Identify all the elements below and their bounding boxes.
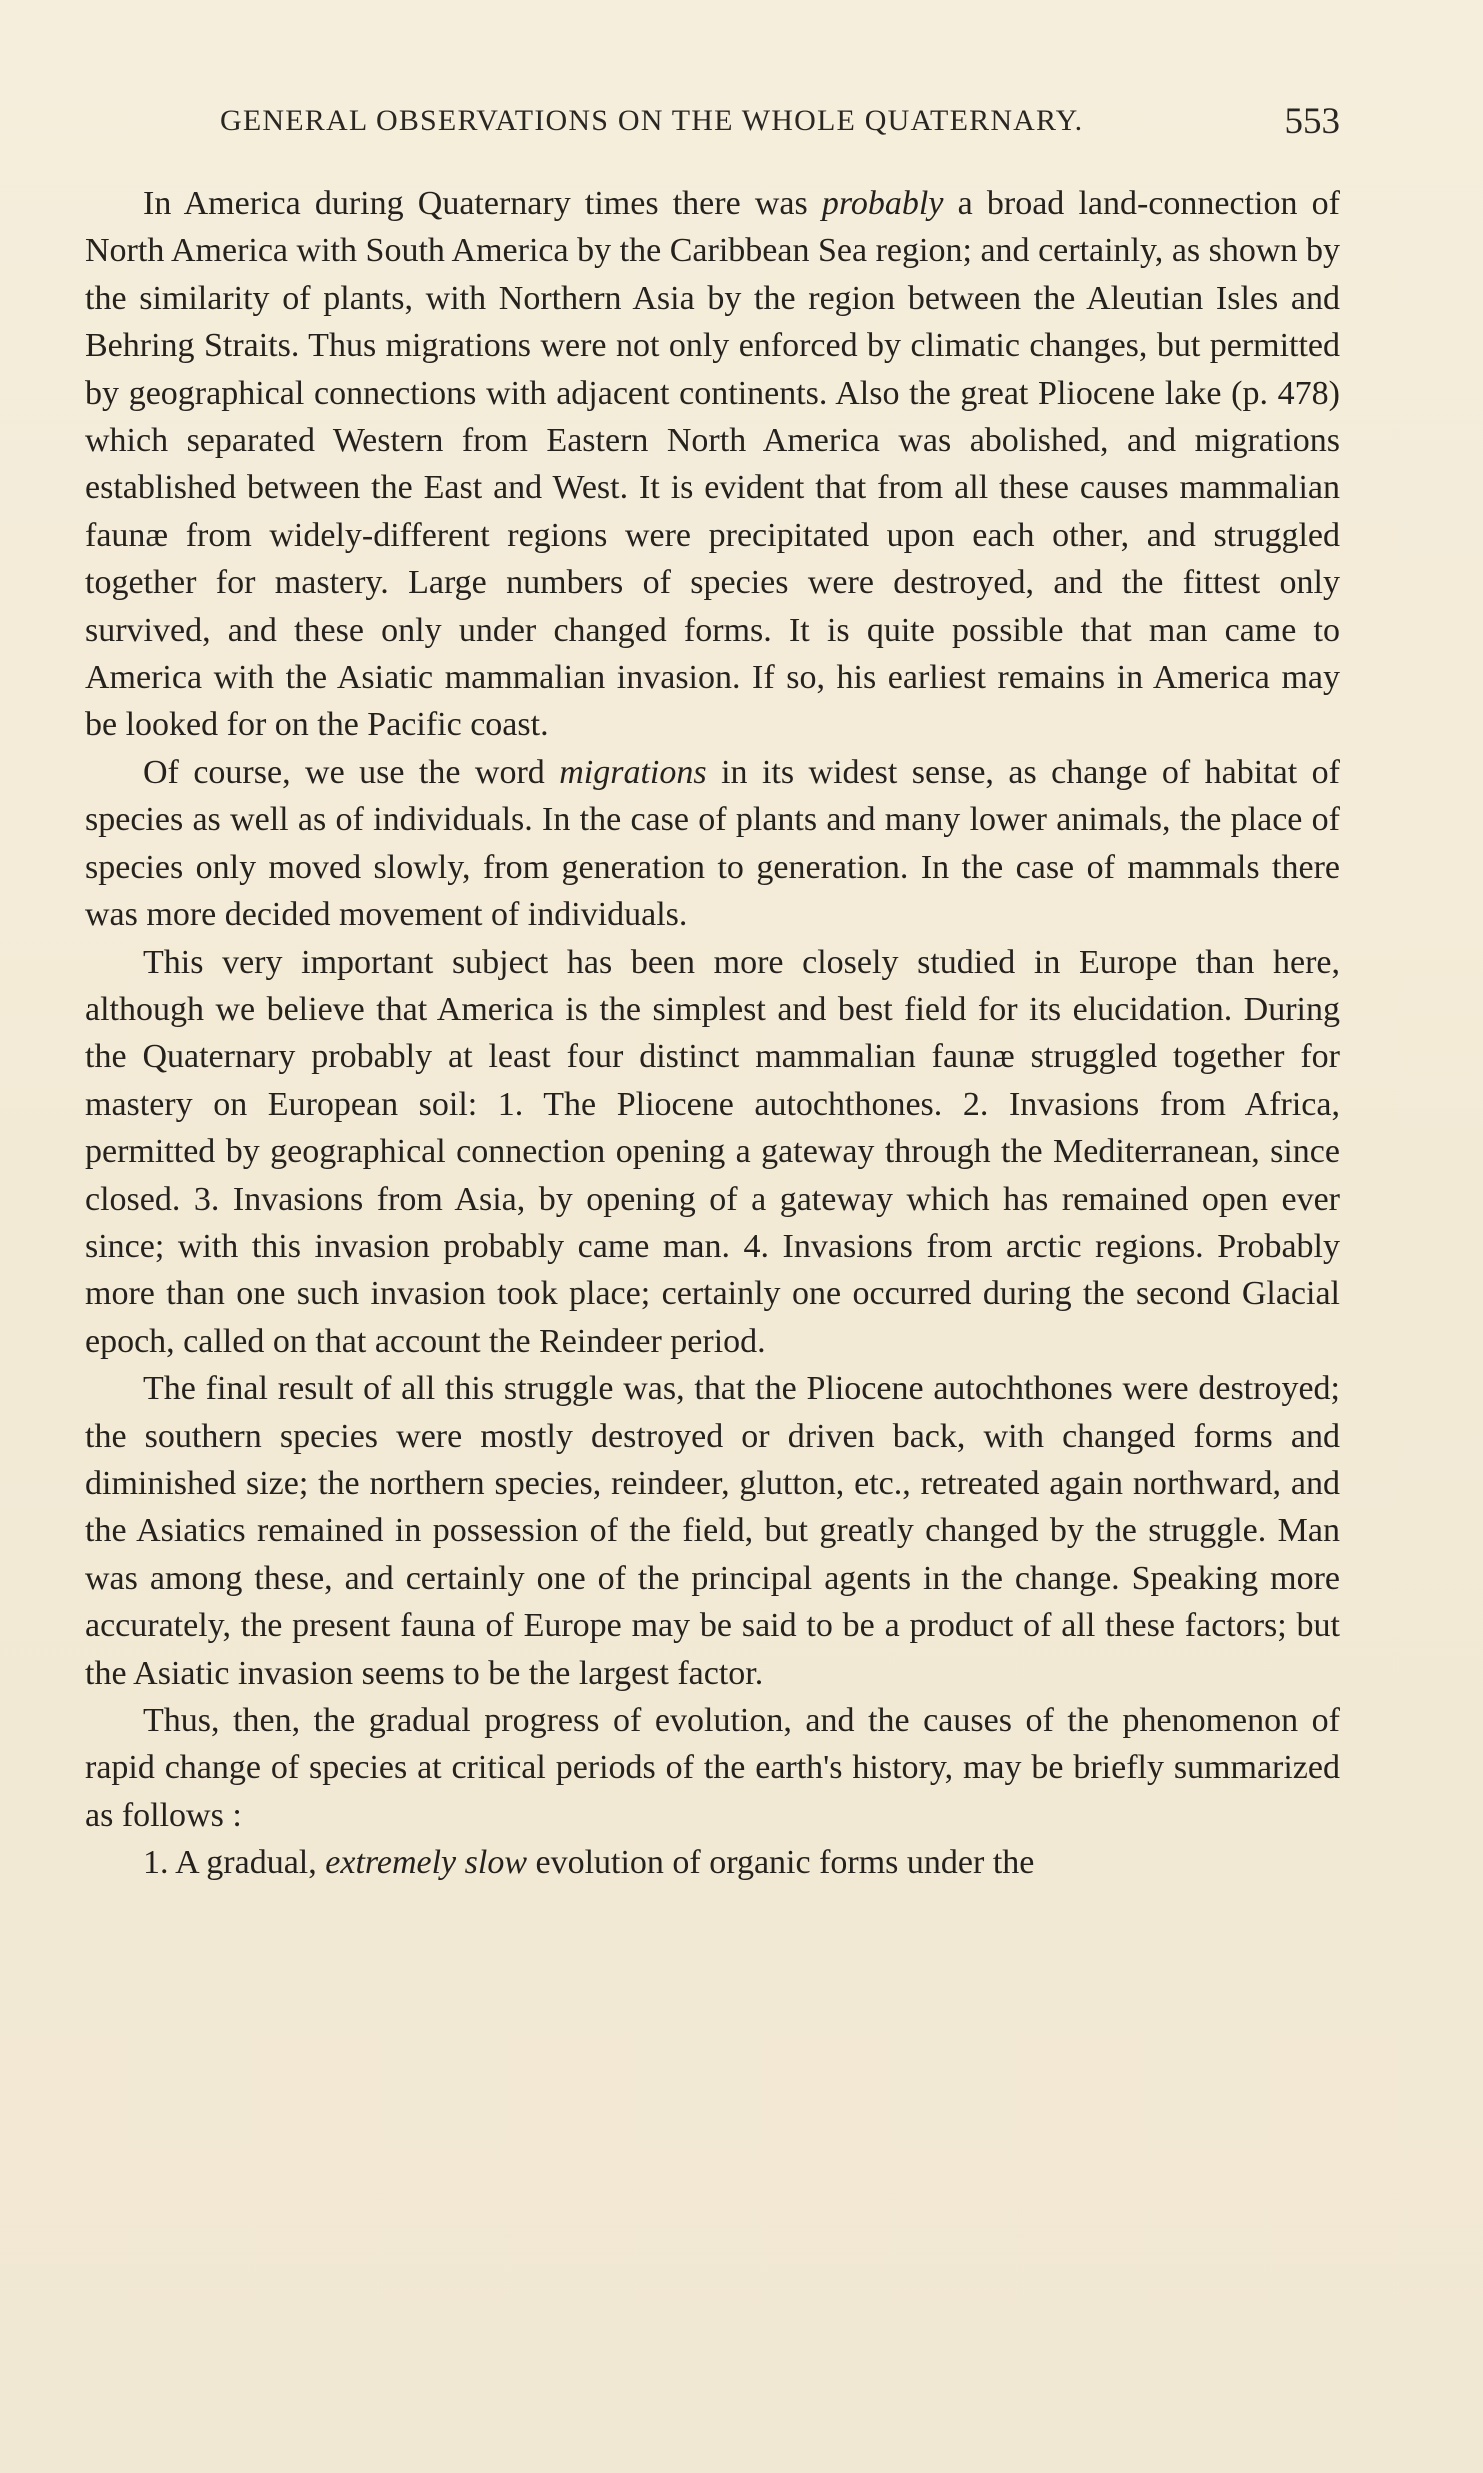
- paragraph-1-text-a: In America during Quaternary times there was: [143, 185, 822, 222]
- paragraph-6: [85, 1839, 1340, 1886]
- emphasis-extremely-slow: extremely slow: [325, 1844, 527, 1882]
- paragraph-6-text-b: evolution of organic forms under the: [527, 1844, 1035, 1882]
- paragraph-6-text-a: 1. A gradual,: [143, 1844, 326, 1882]
- paragraph-1: [85, 180, 1340, 749]
- paragraph-5: Thus, then, the gradual progress of evolution, and the causes of the phenomenon of rapid change of species at critical periods of the earth's history, may be briefly summarized as follows :: [85, 1702, 1340, 1834]
- running-head: GENERAL OBSERVATIONS ON THE WHOLE QUATERNARY.: [220, 104, 1084, 137]
- emphasis-probably: probably: [821, 185, 944, 222]
- paragraph-4: The final result of all this struggle was, that the Pliocene autochthones were destroyed; the southern species were mostly destroyed or driven back, with changed forms and diminished size; the northern species, reindeer, glutton, etc., retreated again northward, and the Asiatics remained in possession of the field, but greatly changed by the struggle. Man was among these, and certainly one of the principal agents in the change. Speaking more accurately, the present fauna of Europe may be said to be a product of all these factors; but the Asiatic invasion seems to be the largest factor.: [85, 1370, 1340, 1692]
- paragraph-3: This very important subject has been more closely studied in Europe than here, although we believe that America is the simplest and best field for its elucidation. During the Quaternary probably at least four distinct mammalian faunæ struggled together for mastery on European soil: 1. The Pliocene autochthones. 2. Invasions from Africa, permitted by geographical connection opening a gateway through the Mediterranean, since closed. 3. Invasions from Asia, by opening of a gateway which has remained open ever since; with this invasion probably came man. 4. Invasions from arctic regions. Probably more than one such invasion took place; certainly one occurred during the second Glacial epoch, called on that account the Reindeer period.: [85, 943, 1340, 1360]
- page-number: 553: [1284, 101, 1340, 142]
- paragraph-2: [85, 749, 1340, 939]
- emphasis-migrations: migrations: [559, 753, 707, 791]
- paragraph-2-text-b: in its widest sense, as change of habitat of species as well as of individuals. In the case of plants and many lower animals, the place of species only moved slowly, from generation to generation. In the case of mammals there was more decided movement of individuals.: [85, 753, 1340, 934]
- paragraph-1-text-b: a broad land-connection of North America with South America by the Caribbean Sea region; and certainly, as shown by the similarity of plants, with Northern Asia by the region between the Aleutian Isles and Behring Straits. Thus migrations were not only enforced by climatic changes, but permitted by geographical connections with adjacent continents. Also the great Pliocene lake (p. 478) which separated Western from Eastern North America was abolished, and migrations established between the East and West. It is evident that from all these causes mammalian faunæ from widely-different regions were precipitated upon each other, and struggled together for mastery. Large numbers of species were destroyed, and the fittest only survived, and these only under changed forms. It is quite possible that man came to America with the Asiatic mammalian invasion. If so, his earliest remains in America may be looked for on the Pacific coast.: [85, 185, 1340, 744]
- page-header: [220, 100, 1340, 160]
- body-text: [85, 180, 1340, 1887]
- paragraph-2-text-a: Of course, we use the word: [143, 753, 560, 791]
